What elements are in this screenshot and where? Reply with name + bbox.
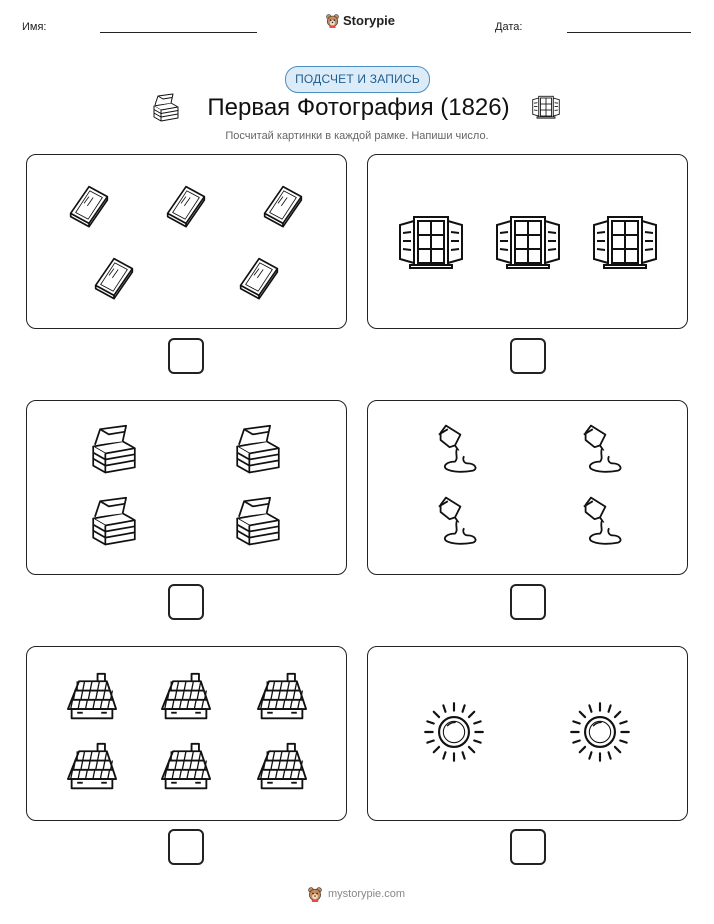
house-roof-icon: [254, 672, 310, 722]
footer-url: mystorypie.com: [328, 888, 406, 900]
house-roof-icon: [158, 672, 214, 722]
spilled-bottle-icon: [573, 422, 627, 476]
glass-plate-icon: [85, 252, 143, 302]
count-panel-4: [367, 400, 688, 575]
name-field[interactable]: [100, 32, 257, 33]
house-roof-icon: [254, 742, 310, 792]
treasure-chest-icon: [88, 496, 140, 548]
glass-plate-icon: [230, 252, 288, 302]
house-roof-icon: [158, 742, 214, 792]
answer-box-6[interactable]: [510, 829, 546, 865]
glass-plate-icon: [157, 180, 215, 230]
page-title: Первая Фотография (1826): [207, 94, 510, 121]
activity-badge: ПОДСЧЕТ И ЗАПИСЬ: [285, 66, 430, 93]
bear-mascot-icon: [325, 13, 340, 28]
spilled-bottle-icon: [573, 494, 627, 548]
name-label: Имя:: [22, 21, 47, 33]
date-field[interactable]: [567, 32, 691, 33]
answer-box-5[interactable]: [168, 829, 204, 865]
brand-logo: [325, 13, 395, 28]
glass-plate-icon: [254, 180, 312, 230]
sun-icon: [422, 700, 486, 764]
treasure-chest-icon: [88, 424, 140, 476]
answer-box-4[interactable]: [510, 584, 546, 620]
instructions: Посчитай картинки в каждой рамке. Напиши число.: [225, 130, 489, 142]
brand-name: Storypie: [343, 13, 396, 28]
title-chest-icon: [151, 93, 181, 123]
treasure-chest-icon: [232, 496, 284, 548]
title-window-icon: [531, 95, 561, 119]
date-label: Дата:: [495, 21, 523, 33]
house-roof-icon: [64, 672, 120, 722]
spilled-bottle-icon: [428, 494, 482, 548]
sun-icon: [568, 700, 632, 764]
count-panel-3: [26, 400, 347, 575]
window-icon: [493, 215, 563, 269]
answer-box-3[interactable]: [168, 584, 204, 620]
window-icon: [396, 215, 466, 269]
footer: [307, 886, 405, 902]
spilled-bottle-icon: [428, 422, 482, 476]
treasure-chest-icon: [232, 424, 284, 476]
count-panel-6: [367, 646, 688, 821]
window-icon: [590, 215, 660, 269]
bear-mascot-icon: [307, 886, 323, 902]
answer-box-1[interactable]: [168, 338, 204, 374]
house-roof-icon: [64, 742, 120, 792]
glass-plate-icon: [60, 180, 118, 230]
answer-box-2[interactable]: [510, 338, 546, 374]
